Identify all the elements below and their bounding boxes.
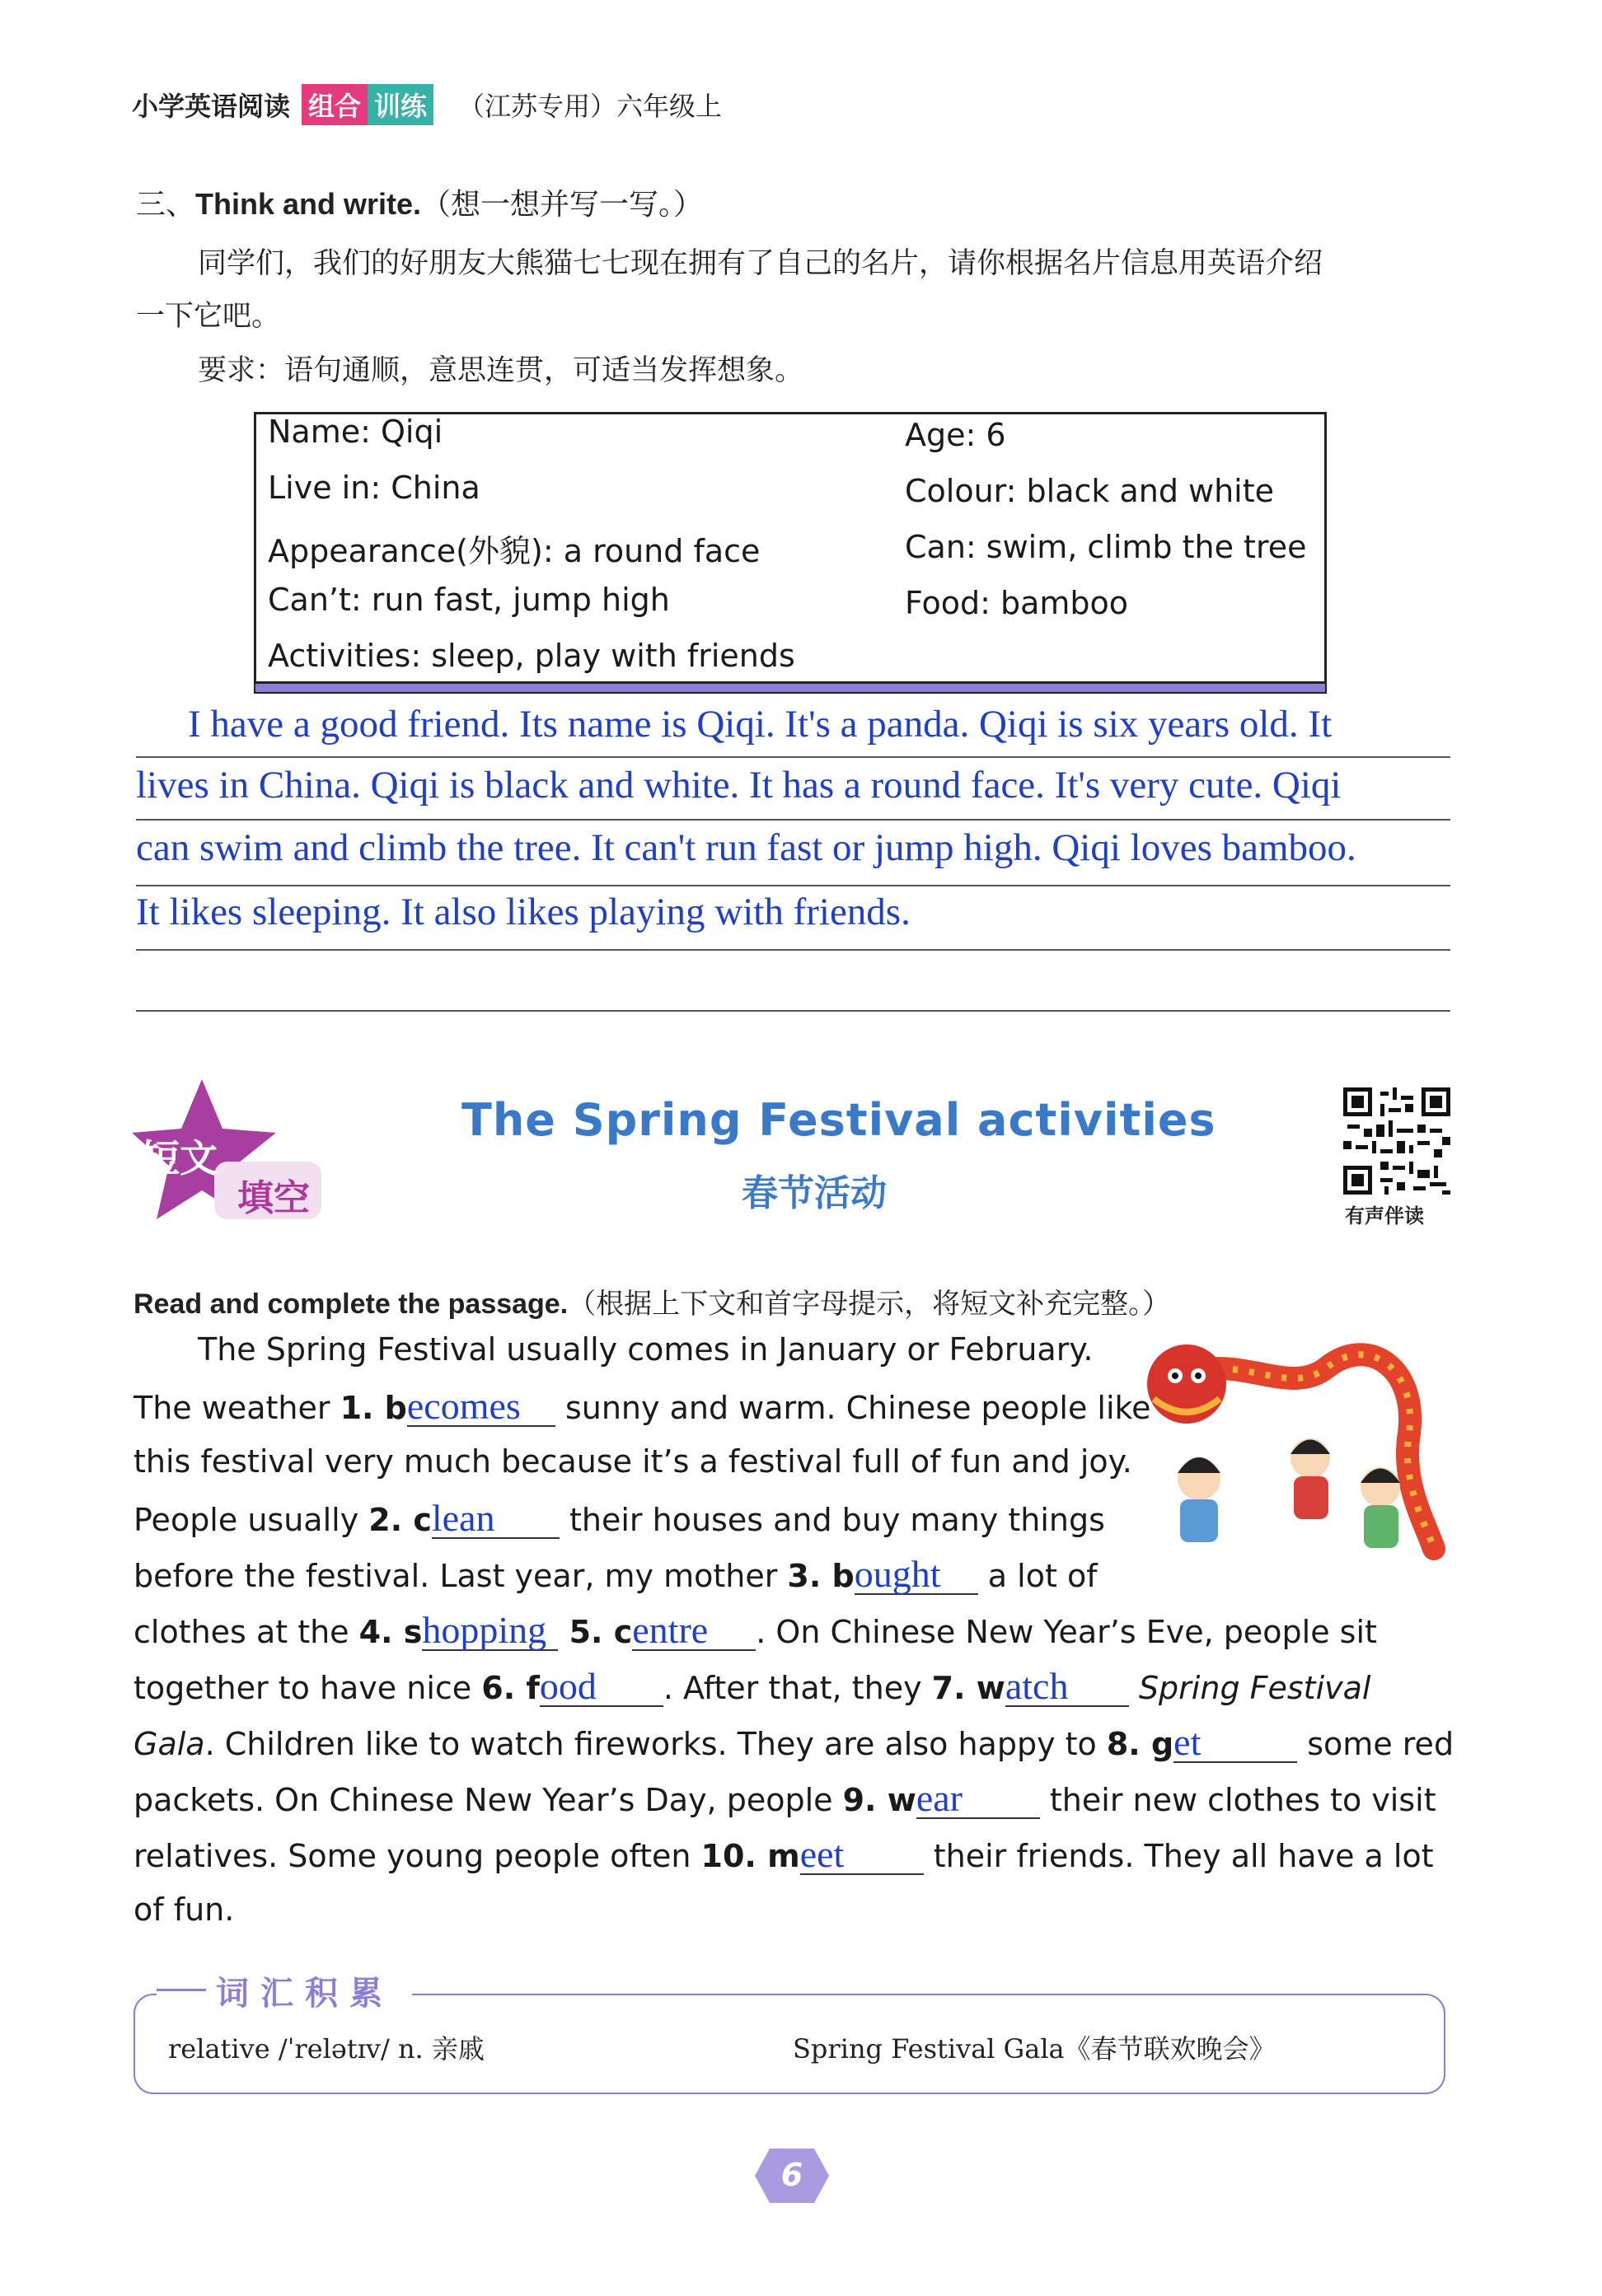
blank-6[interactable]: ood	[540, 1667, 663, 1707]
passage-text: . On Chinese New Year’s Eve, people sit	[756, 1614, 1377, 1650]
answer-line-1: I have a good friend. Its name is Qiqi. It's a panda. Qiqi is six years old. It	[188, 703, 1333, 746]
header-tag-combo: 组合	[302, 84, 368, 125]
card-cant: Can’t: run fast, jump high	[268, 582, 670, 618]
section3-requirement: 要求：语句通顺，意思连贯，可适当发挥想象。	[198, 354, 804, 387]
card-name: Name: Qiqi	[268, 414, 443, 450]
passage-line-7	[134, 1667, 1370, 1707]
passage-text: their houses and buy many things	[559, 1502, 1105, 1538]
card-can: Can: swim, climb the tree	[905, 529, 1307, 565]
passage-text: some red	[1297, 1726, 1454, 1762]
blank-3[interactable]: ought	[855, 1555, 978, 1595]
passage-text: . After that, they	[663, 1670, 932, 1706]
blank-9[interactable]: ear	[916, 1779, 1040, 1819]
vocab-entry-gala: Spring Festival Gala《春节联欢晚会》	[793, 2033, 1276, 2065]
badge-bottom-text: 填空	[237, 1177, 310, 1219]
page-header	[132, 84, 722, 125]
instruction-cn: （根据上下文和首字母提示，将短文补充完整。）	[568, 1288, 1171, 1321]
vocabulary-title-text: 词汇积累	[216, 1975, 394, 2013]
passage-text: their friends. They all have a lot	[923, 1838, 1434, 1874]
passage-text: People usually	[134, 1502, 369, 1538]
passage-text: before the festival. Last year, my mother	[134, 1558, 788, 1594]
section3-intro-line2: 一下它吧。	[136, 300, 281, 333]
card-bottom-bar	[254, 682, 1327, 694]
header-edition: （江苏专用）六年级上	[458, 91, 723, 122]
blank-1-number: 1. b	[340, 1390, 407, 1426]
page-number: 6	[780, 2157, 803, 2193]
dragon-dance-illustration	[1137, 1335, 1450, 1582]
writing-line	[136, 949, 1450, 951]
answer-line-2: lives in China. Qiqi is black and white. It has a round face. It's very cute. Qiqi	[136, 764, 1342, 807]
passage-text: Gala	[134, 1726, 205, 1762]
card-activities: Activities: sleep, play with friends	[268, 638, 795, 674]
passage-line-9	[134, 1779, 1436, 1819]
passage-line-11: of fun.	[134, 1892, 235, 1928]
qr-label: 有声伴读	[1345, 1204, 1424, 1227]
passage-text: Spring Festival	[1128, 1670, 1371, 1706]
passage-text: together to have nice	[134, 1670, 482, 1706]
series-title: 小学英语阅读	[132, 91, 291, 122]
section3-intro-line1: 同学们，我们的好朋友大熊猫七七现在拥有了自己的名片，请你根据名片信息用英语介绍	[198, 247, 1323, 280]
writing-line	[136, 819, 1450, 821]
passage-line-1: The Spring Festival usually comes in January or February.	[198, 1331, 1094, 1368]
blank-10-number: 10. m	[700, 1838, 800, 1874]
passage-text: clothes at the	[134, 1614, 359, 1650]
passage-title-cn: 春节活动	[742, 1172, 887, 1214]
blank-5-number: 5. c	[558, 1614, 633, 1650]
blank-7[interactable]: atch	[1005, 1667, 1129, 1707]
passage-text: their new clothes to visit	[1039, 1782, 1436, 1818]
blank-8-number: 8. g	[1106, 1726, 1174, 1762]
badge-top-text: 短文	[142, 1136, 218, 1181]
card-live-in: Live in: China	[268, 470, 480, 506]
passage-text: sunny and warm. Chinese people like	[555, 1390, 1151, 1426]
blank-8[interactable]: et	[1173, 1723, 1297, 1763]
blank-2-number: 2. c	[368, 1502, 432, 1538]
section3-heading-cn: （想一想并写一写。）	[421, 188, 704, 222]
answer-line-4: It likes sleeping. It also likes playing with friends.	[136, 891, 911, 933]
title-rule	[157, 1989, 206, 1991]
passage-title-en: The Spring Festival activities	[461, 1094, 1216, 1146]
passage-line-3: this festival very much because it’s a festival full of fun and joy.	[134, 1443, 1132, 1480]
cloze-instruction	[134, 1281, 1170, 1321]
section3-heading-en: Think and write.	[195, 187, 422, 221]
blank-10[interactable]: eet	[800, 1835, 924, 1875]
qr-code-icon[interactable]	[1343, 1087, 1450, 1195]
card-colour: Colour: black and white	[905, 473, 1275, 509]
passage-line-6	[134, 1611, 1377, 1651]
section3-heading	[136, 181, 703, 223]
passage-line-10	[134, 1835, 1434, 1875]
writing-line	[136, 885, 1450, 886]
vocabulary-title	[157, 1967, 412, 2012]
blank-9-number: 9. w	[842, 1782, 916, 1818]
instruction-en: Read and complete the passage.	[134, 1288, 569, 1320]
card-appearance: Appearance(外貌): a round face	[268, 533, 761, 569]
passage-text: a lot of	[977, 1558, 1098, 1594]
passage-text: . Children like to watch fireworks. They are also happy to	[204, 1726, 1107, 1762]
blank-1[interactable]: ecomes	[407, 1387, 555, 1427]
blank-3-number: 3. b	[787, 1558, 855, 1594]
blank-4[interactable]: hopping	[422, 1611, 558, 1651]
passage-line-4	[134, 1499, 1105, 1539]
section3-number: 三、	[136, 188, 196, 222]
page-number-badge	[753, 2147, 831, 2205]
cloze-badge	[132, 1071, 338, 1236]
card-food: Food: bamboo	[905, 585, 1129, 621]
passage-line-2	[134, 1387, 1151, 1427]
blank-4-number: 4. s	[358, 1614, 423, 1650]
writing-line	[136, 756, 1450, 758]
blank-7-number: 7. w	[931, 1670, 1005, 1706]
header-tag-training: 训练	[368, 84, 433, 125]
passage-text: packets. On Chinese New Year’s Day, people	[134, 1782, 843, 1818]
vocab-entry-relative: relative /ˈrelətɪv/ n. 亲戚	[168, 2033, 485, 2065]
writing-line	[136, 1010, 1450, 1012]
blank-6-number: 6. f	[481, 1670, 540, 1706]
blank-5[interactable]: entre	[632, 1611, 756, 1651]
blank-2[interactable]: lean	[432, 1499, 560, 1539]
passage-text: relatives. Some young people often	[134, 1838, 701, 1874]
answer-line-3: can swim and climb the tree. It can't run fast or jump high. Qiqi loves bamboo.	[136, 826, 1356, 869]
card-age: Age: 6	[905, 417, 1006, 453]
passage-text: The weather	[134, 1390, 340, 1426]
passage-line-5	[134, 1555, 1098, 1595]
passage-line-8	[134, 1723, 1454, 1763]
